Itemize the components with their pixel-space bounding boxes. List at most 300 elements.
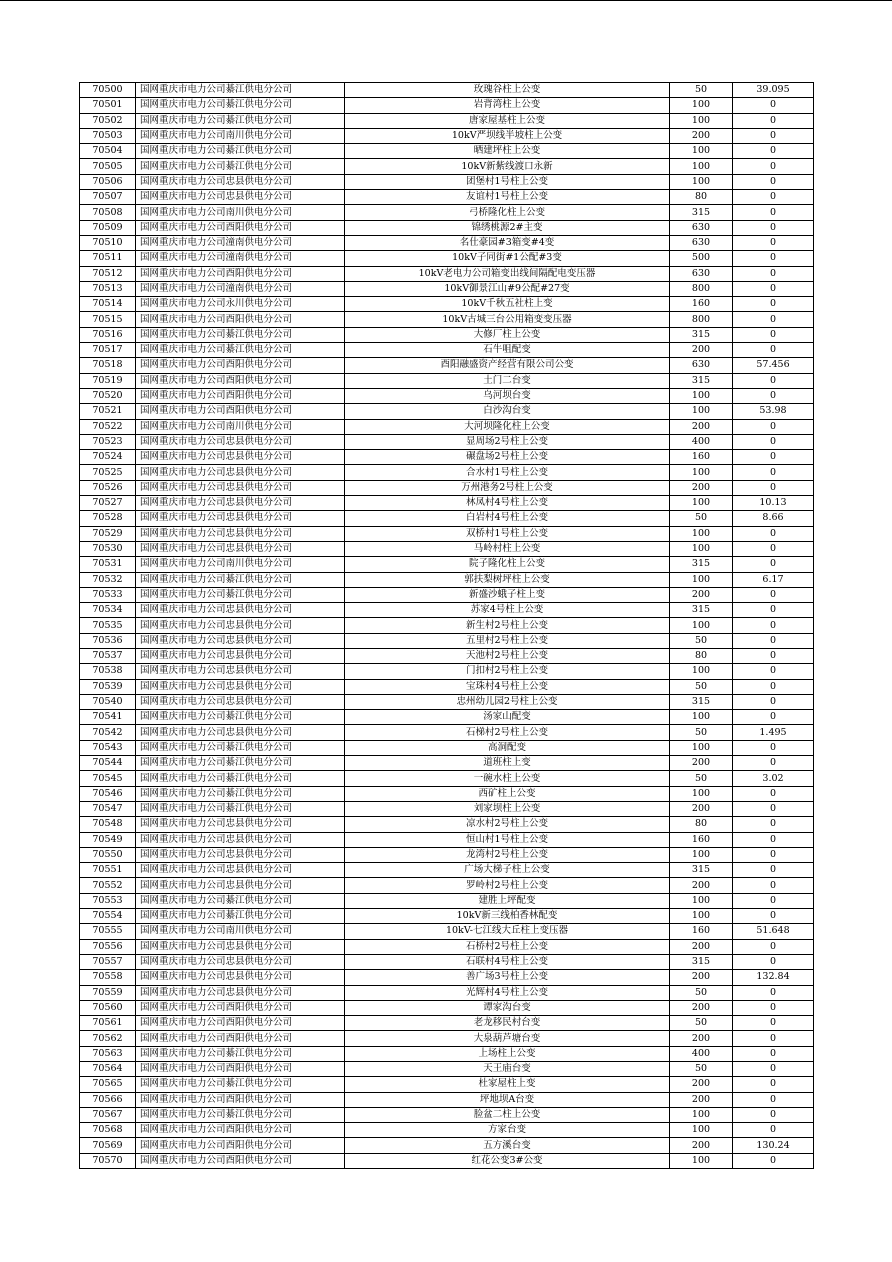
cell-capacity: 50 <box>670 511 733 526</box>
table-row <box>80 832 814 847</box>
cell-capacity: 200 <box>670 939 733 954</box>
cell-capacity: 200 <box>670 419 733 434</box>
cell-org: 国网重庆市电力公司忠县供电分公司 <box>136 832 345 847</box>
cell-value: 0 <box>733 343 814 358</box>
table-row <box>80 1107 814 1122</box>
cell-org: 国网重庆市电力公司忠县供电分公司 <box>136 450 345 465</box>
cell-name: 郭扶梨树坪柱上公变 <box>345 572 670 587</box>
table-row <box>80 1153 814 1168</box>
cell-value: 0 <box>733 526 814 541</box>
table-row <box>80 939 814 954</box>
cell-id: 70532 <box>80 572 136 587</box>
cell-org: 国网重庆市电力公司忠县供电分公司 <box>136 190 345 205</box>
cell-org: 国网重庆市电力公司忠县供电分公司 <box>136 985 345 1000</box>
cell-name: 谭家沟台变 <box>345 1000 670 1015</box>
table-row <box>80 128 814 143</box>
cell-id: 70508 <box>80 205 136 220</box>
cell-id: 70505 <box>80 159 136 174</box>
cell-value: 0 <box>733 863 814 878</box>
cell-name: 大河坝隆化柱上公变 <box>345 419 670 434</box>
cell-name: 10kV老电力公司箱变出线间隔配电变压器 <box>345 266 670 281</box>
cell-name: 晒建坪柱上公变 <box>345 144 670 159</box>
cell-capacity: 100 <box>670 1123 733 1138</box>
cell-org: 国网重庆市电力公司酉阳供电分公司 <box>136 1138 345 1153</box>
cell-capacity: 100 <box>670 113 733 128</box>
cell-id: 70539 <box>80 679 136 694</box>
cell-org: 国网重庆市电力公司潼南供电分公司 <box>136 235 345 250</box>
cell-capacity: 200 <box>670 1000 733 1015</box>
cell-value: 0 <box>733 174 814 189</box>
cell-org: 国网重庆市电力公司酉阳供电分公司 <box>136 266 345 281</box>
cell-org: 国网重庆市电力公司酉阳供电分公司 <box>136 1153 345 1168</box>
cell-id: 70515 <box>80 312 136 327</box>
cell-capacity: 315 <box>670 327 733 342</box>
cell-id: 70529 <box>80 526 136 541</box>
cell-org: 国网重庆市电力公司忠县供电分公司 <box>136 496 345 511</box>
cell-id: 70552 <box>80 878 136 893</box>
cell-capacity: 500 <box>670 251 733 266</box>
cell-org: 国网重庆市电力公司綦江供电分公司 <box>136 1077 345 1092</box>
cell-name: 唐家屋基柱上公变 <box>345 113 670 128</box>
table-row <box>80 664 814 679</box>
cell-name: 光辉村4号柱上公变 <box>345 985 670 1000</box>
cell-name: 玫瑰谷柱上公变 <box>345 83 670 98</box>
cell-org: 国网重庆市电力公司酉阳供电分公司 <box>136 1031 345 1046</box>
table-row <box>80 434 814 449</box>
table-row <box>80 1138 814 1153</box>
cell-org: 国网重庆市电力公司綦江供电分公司 <box>136 98 345 113</box>
cell-id: 70504 <box>80 144 136 159</box>
cell-org: 国网重庆市电力公司綦江供电分公司 <box>136 572 345 587</box>
table-row <box>80 358 814 373</box>
cell-id: 70551 <box>80 863 136 878</box>
cell-name: 道班柱上变 <box>345 756 670 771</box>
cell-id: 70555 <box>80 924 136 939</box>
cell-capacity: 315 <box>670 373 733 388</box>
cell-name: 合水村1号柱上公变 <box>345 465 670 480</box>
cell-id: 70553 <box>80 893 136 908</box>
cell-value: 0 <box>733 450 814 465</box>
cell-name: 坪地坝A台变 <box>345 1092 670 1107</box>
cell-value: 0 <box>733 756 814 771</box>
cell-id: 70561 <box>80 1016 136 1031</box>
cell-name: 龙湾村2号柱上公变 <box>345 847 670 862</box>
cell-name: 大修厂柱上公变 <box>345 327 670 342</box>
table-row <box>80 1046 814 1061</box>
table-row <box>80 909 814 924</box>
cell-id: 70545 <box>80 771 136 786</box>
cell-capacity: 200 <box>670 1031 733 1046</box>
cell-org: 国网重庆市电力公司潼南供电分公司 <box>136 281 345 296</box>
cell-capacity: 100 <box>670 541 733 556</box>
cell-name: 石牛咀配变 <box>345 343 670 358</box>
cell-name: 锦绣桃源2#主变 <box>345 220 670 235</box>
cell-org: 国网重庆市电力公司忠县供电分公司 <box>136 526 345 541</box>
cell-value: 0 <box>733 465 814 480</box>
cell-org: 国网重庆市电力公司忠县供电分公司 <box>136 465 345 480</box>
cell-capacity: 200 <box>670 587 733 602</box>
cell-value: 0 <box>733 679 814 694</box>
cell-capacity: 100 <box>670 465 733 480</box>
cell-value: 0 <box>733 893 814 908</box>
cell-capacity: 200 <box>670 801 733 816</box>
cell-value: 132.84 <box>733 970 814 985</box>
table-row <box>80 541 814 556</box>
table-row <box>80 557 814 572</box>
cell-org: 国网重庆市电力公司酉阳供电分公司 <box>136 220 345 235</box>
cell-name: 10kV子同街#1公配#3变 <box>345 251 670 266</box>
cell-value: 0 <box>733 1153 814 1168</box>
cell-id: 70520 <box>80 388 136 403</box>
cell-name: 10kV古城三台公用箱变变压器 <box>345 312 670 327</box>
table-row <box>80 725 814 740</box>
table-body <box>80 83 814 1169</box>
cell-name: 大泉葫芦塘台变 <box>345 1031 670 1046</box>
cell-name: 岩背湾柱上公变 <box>345 98 670 113</box>
cell-name: 杜家屋柱上变 <box>345 1077 670 1092</box>
cell-org: 国网重庆市电力公司忠县供电分公司 <box>136 434 345 449</box>
cell-id: 70530 <box>80 541 136 556</box>
cell-capacity: 200 <box>670 480 733 495</box>
cell-name: 西矿柱上公变 <box>345 786 670 801</box>
cell-value: 10.13 <box>733 496 814 511</box>
cell-capacity: 100 <box>670 847 733 862</box>
table-row <box>80 404 814 419</box>
cell-name: 新盛沙蛾子柱上变 <box>345 587 670 602</box>
cell-value: 0 <box>733 633 814 648</box>
cell-name: 石桥村2号柱上公变 <box>345 939 670 954</box>
cell-org: 国网重庆市电力公司綦江供电分公司 <box>136 801 345 816</box>
cell-value: 51.648 <box>733 924 814 939</box>
cell-value: 0 <box>733 98 814 113</box>
cell-org: 国网重庆市电力公司忠县供电分公司 <box>136 847 345 862</box>
cell-value: 0 <box>733 297 814 312</box>
table-row <box>80 1000 814 1015</box>
cell-org: 国网重庆市电力公司綦江供电分公司 <box>136 786 345 801</box>
table-row <box>80 450 814 465</box>
cell-value: 0 <box>733 251 814 266</box>
cell-id: 70533 <box>80 587 136 602</box>
cell-capacity: 100 <box>670 174 733 189</box>
cell-value: 0 <box>733 939 814 954</box>
cell-org: 国网重庆市电力公司綦江供电分公司 <box>136 1046 345 1061</box>
cell-capacity: 100 <box>670 710 733 725</box>
cell-org: 国网重庆市电力公司綦江供电分公司 <box>136 710 345 725</box>
cell-id: 70500 <box>80 83 136 98</box>
cell-capacity: 800 <box>670 312 733 327</box>
cell-id: 70519 <box>80 373 136 388</box>
cell-org: 国网重庆市电力公司忠县供电分公司 <box>136 664 345 679</box>
cell-name: 碾盘场2号柱上公变 <box>345 450 670 465</box>
cell-id: 70565 <box>80 1077 136 1092</box>
cell-name: 广场大梯子柱上公变 <box>345 863 670 878</box>
cell-capacity: 100 <box>670 740 733 755</box>
cell-id: 70567 <box>80 1107 136 1122</box>
cell-value: 0 <box>733 909 814 924</box>
table-row <box>80 297 814 312</box>
cell-id: 70510 <box>80 235 136 250</box>
cell-org: 国网重庆市电力公司忠县供电分公司 <box>136 648 345 663</box>
table-row <box>80 526 814 541</box>
cell-value: 0 <box>733 954 814 969</box>
table-row <box>80 511 814 526</box>
table-row <box>80 1123 814 1138</box>
table-row <box>80 83 814 98</box>
cell-id: 70521 <box>80 404 136 419</box>
table-row <box>80 174 814 189</box>
cell-capacity: 800 <box>670 281 733 296</box>
cell-value: 0 <box>733 144 814 159</box>
cell-org: 国网重庆市电力公司綦江供电分公司 <box>136 159 345 174</box>
cell-capacity: 50 <box>670 633 733 648</box>
cell-id: 70546 <box>80 786 136 801</box>
cell-org: 国网重庆市电力公司酉阳供电分公司 <box>136 1123 345 1138</box>
cell-id: 70563 <box>80 1046 136 1061</box>
cell-org: 国网重庆市电力公司忠县供电分公司 <box>136 954 345 969</box>
cell-org: 国网重庆市电力公司酉阳供电分公司 <box>136 1016 345 1031</box>
cell-id: 70516 <box>80 327 136 342</box>
cell-id: 70524 <box>80 450 136 465</box>
cell-id: 70570 <box>80 1153 136 1168</box>
cell-name: 天池村2号柱上公变 <box>345 648 670 663</box>
cell-value: 0 <box>733 1107 814 1122</box>
cell-capacity: 100 <box>670 159 733 174</box>
table-row <box>80 817 814 832</box>
cell-id: 70535 <box>80 618 136 633</box>
cell-id: 70525 <box>80 465 136 480</box>
cell-capacity: 100 <box>670 618 733 633</box>
cell-capacity: 200 <box>670 343 733 358</box>
table-row <box>80 786 814 801</box>
cell-capacity: 400 <box>670 434 733 449</box>
cell-name: 万州港务2号柱上公变 <box>345 480 670 495</box>
cell-name: 团堡村1号柱上公变 <box>345 174 670 189</box>
cell-org: 国网重庆市电力公司忠县供电分公司 <box>136 480 345 495</box>
cell-org: 国网重庆市电力公司酉阳供电分公司 <box>136 404 345 419</box>
cell-value: 0 <box>733 1123 814 1138</box>
cell-id: 70543 <box>80 740 136 755</box>
table-row <box>80 1077 814 1092</box>
cell-value: 0 <box>733 159 814 174</box>
cell-capacity: 100 <box>670 404 733 419</box>
cell-capacity: 200 <box>670 878 733 893</box>
table-row <box>80 205 814 220</box>
cell-name: 一碗水柱上公变 <box>345 771 670 786</box>
cell-value: 8.66 <box>733 511 814 526</box>
table-row <box>80 220 814 235</box>
table-row <box>80 679 814 694</box>
cell-capacity: 200 <box>670 970 733 985</box>
cell-capacity: 100 <box>670 496 733 511</box>
cell-value: 0 <box>733 817 814 832</box>
cell-name: 汤家山配变 <box>345 710 670 725</box>
cell-org: 国网重庆市电力公司南川供电分公司 <box>136 205 345 220</box>
cell-name: 酉阳融盛资产经营有限公司公变 <box>345 358 670 373</box>
cell-id: 70538 <box>80 664 136 679</box>
cell-capacity: 315 <box>670 557 733 572</box>
cell-name: 刘家坝柱上公变 <box>345 801 670 816</box>
cell-id: 70540 <box>80 694 136 709</box>
table-row <box>80 190 814 205</box>
transformer-table <box>79 82 814 1169</box>
cell-name: 恒山村1号柱上公变 <box>345 832 670 847</box>
cell-org: 国网重庆市电力公司南川供电分公司 <box>136 128 345 143</box>
top-rule <box>0 0 892 1</box>
cell-id: 70513 <box>80 281 136 296</box>
cell-name: 10kV严坝线半坡柱上公变 <box>345 128 670 143</box>
cell-capacity: 100 <box>670 98 733 113</box>
table-row <box>80 1092 814 1107</box>
cell-value: 0 <box>733 113 814 128</box>
cell-capacity: 100 <box>670 1107 733 1122</box>
cell-org: 国网重庆市电力公司南川供电分公司 <box>136 557 345 572</box>
cell-value: 0 <box>733 648 814 663</box>
cell-id: 70501 <box>80 98 136 113</box>
cell-value: 0 <box>733 664 814 679</box>
cell-id: 70562 <box>80 1031 136 1046</box>
cell-org: 国网重庆市电力公司酉阳供电分公司 <box>136 1062 345 1077</box>
table-row <box>80 235 814 250</box>
cell-capacity: 100 <box>670 786 733 801</box>
cell-value: 1.495 <box>733 725 814 740</box>
cell-capacity: 200 <box>670 1138 733 1153</box>
cell-value: 0 <box>733 801 814 816</box>
cell-id: 70509 <box>80 220 136 235</box>
cell-capacity: 50 <box>670 985 733 1000</box>
cell-capacity: 160 <box>670 450 733 465</box>
cell-org: 国网重庆市电力公司酉阳供电分公司 <box>136 312 345 327</box>
cell-value: 0 <box>733 557 814 572</box>
cell-capacity: 100 <box>670 893 733 908</box>
cell-org: 国网重庆市电力公司忠县供电分公司 <box>136 817 345 832</box>
cell-value: 39.095 <box>733 83 814 98</box>
table-row <box>80 648 814 663</box>
cell-id: 70558 <box>80 970 136 985</box>
cell-value: 0 <box>733 388 814 403</box>
table-row <box>80 98 814 113</box>
cell-name: 院子隆化柱上公变 <box>345 557 670 572</box>
cell-name: 苏家4号柱上公变 <box>345 603 670 618</box>
cell-id: 70531 <box>80 557 136 572</box>
cell-capacity: 160 <box>670 832 733 847</box>
cell-id: 70536 <box>80 633 136 648</box>
cell-org: 国网重庆市电力公司綦江供电分公司 <box>136 144 345 159</box>
cell-capacity: 200 <box>670 128 733 143</box>
cell-capacity: 200 <box>670 1077 733 1092</box>
table-row <box>80 1016 814 1031</box>
cell-value: 0 <box>733 266 814 281</box>
cell-id: 70512 <box>80 266 136 281</box>
cell-capacity: 630 <box>670 220 733 235</box>
table-row <box>80 465 814 480</box>
cell-value: 0 <box>733 327 814 342</box>
cell-org: 国网重庆市电力公司綦江供电分公司 <box>136 587 345 602</box>
cell-id: 70547 <box>80 801 136 816</box>
cell-name: 弓桥隆化柱上公变 <box>345 205 670 220</box>
cell-value: 0 <box>733 710 814 725</box>
cell-value: 130.24 <box>733 1138 814 1153</box>
table-row <box>80 771 814 786</box>
cell-org: 国网重庆市电力公司酉阳供电分公司 <box>136 1000 345 1015</box>
cell-capacity: 50 <box>670 1062 733 1077</box>
cell-capacity: 50 <box>670 83 733 98</box>
cell-value: 0 <box>733 419 814 434</box>
cell-name: 名仕豪园#3箱变#4变 <box>345 235 670 250</box>
cell-org: 国网重庆市电力公司忠县供电分公司 <box>136 541 345 556</box>
cell-org: 国网重庆市电力公司忠县供电分公司 <box>136 603 345 618</box>
cell-capacity: 315 <box>670 694 733 709</box>
table-row <box>80 694 814 709</box>
cell-id: 70566 <box>80 1092 136 1107</box>
cell-name: 忠州幼儿园2号柱上公变 <box>345 694 670 709</box>
cell-capacity: 315 <box>670 603 733 618</box>
cell-id: 70550 <box>80 847 136 862</box>
cell-org: 国网重庆市电力公司綦江供电分公司 <box>136 909 345 924</box>
table-row <box>80 373 814 388</box>
cell-name: 五里村2号柱上公变 <box>345 633 670 648</box>
table-row <box>80 954 814 969</box>
cell-id: 70568 <box>80 1123 136 1138</box>
cell-capacity: 160 <box>670 924 733 939</box>
cell-name: 土门二台变 <box>345 373 670 388</box>
cell-id: 70511 <box>80 251 136 266</box>
cell-org: 国网重庆市电力公司忠县供电分公司 <box>136 939 345 954</box>
cell-capacity: 400 <box>670 1046 733 1061</box>
table-row <box>80 419 814 434</box>
cell-capacity: 80 <box>670 817 733 832</box>
cell-name: 善广场3号柱上公变 <box>345 970 670 985</box>
cell-name: 双桥村1号柱上公变 <box>345 526 670 541</box>
cell-org: 国网重庆市电力公司南川供电分公司 <box>136 924 345 939</box>
cell-id: 70522 <box>80 419 136 434</box>
cell-id: 70526 <box>80 480 136 495</box>
cell-capacity: 100 <box>670 526 733 541</box>
cell-value: 53.98 <box>733 404 814 419</box>
cell-capacity: 100 <box>670 1153 733 1168</box>
cell-name: 乌河坝台变 <box>345 388 670 403</box>
cell-capacity: 100 <box>670 388 733 403</box>
cell-name: 10kV新紫线渡口永新 <box>345 159 670 174</box>
cell-name: 老龙移民村台变 <box>345 1016 670 1031</box>
cell-value: 0 <box>733 832 814 847</box>
cell-org: 国网重庆市电力公司忠县供电分公司 <box>136 679 345 694</box>
cell-value: 57.456 <box>733 358 814 373</box>
cell-value: 0 <box>733 373 814 388</box>
cell-value: 0 <box>733 1046 814 1061</box>
cell-id: 70502 <box>80 113 136 128</box>
cell-id: 70537 <box>80 648 136 663</box>
cell-capacity: 200 <box>670 1092 733 1107</box>
cell-id: 70554 <box>80 909 136 924</box>
cell-capacity: 100 <box>670 572 733 587</box>
table-row <box>80 266 814 281</box>
cell-name: 高洞配变 <box>345 740 670 755</box>
cell-value: 0 <box>733 281 814 296</box>
cell-value: 0 <box>733 694 814 709</box>
cell-org: 国网重庆市电力公司忠县供电分公司 <box>136 878 345 893</box>
table-row <box>80 878 814 893</box>
cell-org: 国网重庆市电力公司綦江供电分公司 <box>136 771 345 786</box>
cell-capacity: 80 <box>670 190 733 205</box>
cell-id: 70556 <box>80 939 136 954</box>
cell-id: 70514 <box>80 297 136 312</box>
table-row <box>80 587 814 602</box>
cell-org: 国网重庆市电力公司綦江供电分公司 <box>136 1107 345 1122</box>
cell-name: 10kV-七江线大丘柱上变压器 <box>345 924 670 939</box>
cell-id: 70569 <box>80 1138 136 1153</box>
cell-capacity: 100 <box>670 144 733 159</box>
cell-capacity: 100 <box>670 909 733 924</box>
